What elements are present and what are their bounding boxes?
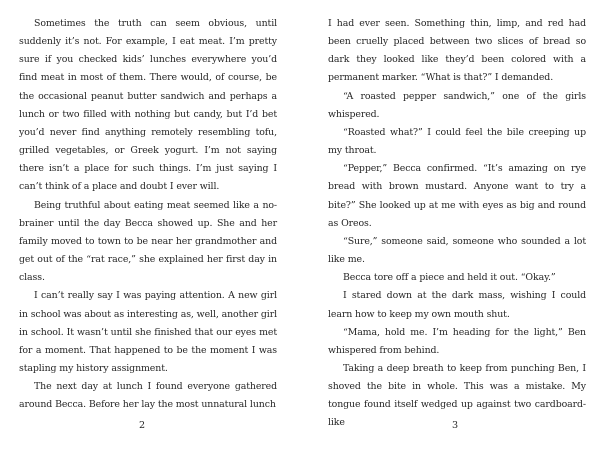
paragraph: “Pepper,” Becca confirmed. “It’s amazing on rye bread with brown mustard. Anyone want to try a bite?” She looked up at me with eyes as big and round as Oreos. — [328, 163, 586, 229]
left-page-number: 2 — [138, 420, 146, 431]
right-page-number: 3 — [451, 420, 459, 431]
paragraph: Sometimes the truth can seem obvious, until suddenly it’s not. For example, I eat meat. I’m pretty sure if you checked kids’ lunches everywhere you’d find meat in most of them. There would, of course, be the occasional peanut butter sandwich and perhaps a lunch or two filled with nothing but candy, but I’d bet you’d never find anything remotely resembling tofu, grilled vegetables, or Greek yogurt. I’m not saying there isn’t a place for such things. I’m just saying I can’t think of a place and doubt I ever will. — [19, 18, 277, 193]
paragraph: I can’t really say I was paying attention. A new girl in school was about as interesting as, well, another girl in school. It wasn’t until she finished that our eyes met for a moment. That happened to be the moment I was stapling my history assignment. — [19, 290, 277, 374]
paragraph: Taking a deep breath to keep from punching Ben, I shoved the bite in whole. This was a mistake. My tongue found itself wedged up against two cardboard-like — [328, 362, 586, 429]
right-page — [328, 15, 586, 433]
paragraph: The next day at lunch I found everyone gathered around Becca. Before her lay the most unnatural lunch — [19, 381, 277, 411]
paragraph: “Sure,” someone said, someone who sounded a lot like me. — [328, 235, 586, 266]
paragraph: I had ever seen. Something thin, limp, and red had been cruelly placed between two slices of bread so dark they looked like they’d been colored with a permanent marker. “What is that?” I demanded. — [328, 18, 586, 84]
paragraph: I stared down at the dark mass, wishing I could learn how to keep my own mouth shut. — [328, 290, 586, 320]
paragraph: Becca tore off a piece and held it out. “Okay.” — [343, 272, 556, 284]
paragraph: Being truthful about eating meat seemed like a no-brainer until the day Becca showed up. She and her family moved to town to be near her grandmother and get out of the “rat race,” she explained her first day in class. — [19, 199, 277, 284]
left-page — [19, 15, 277, 414]
paragraph: “A roasted pepper sandwich,” one of the girls whispered. — [328, 90, 586, 120]
paragraph: “Mama, hold me. I’m heading for the light,” Ben whispered from behind. — [328, 326, 586, 356]
paragraph: “Roasted what?” I could feel the bile creeping up my throat. — [328, 126, 586, 157]
